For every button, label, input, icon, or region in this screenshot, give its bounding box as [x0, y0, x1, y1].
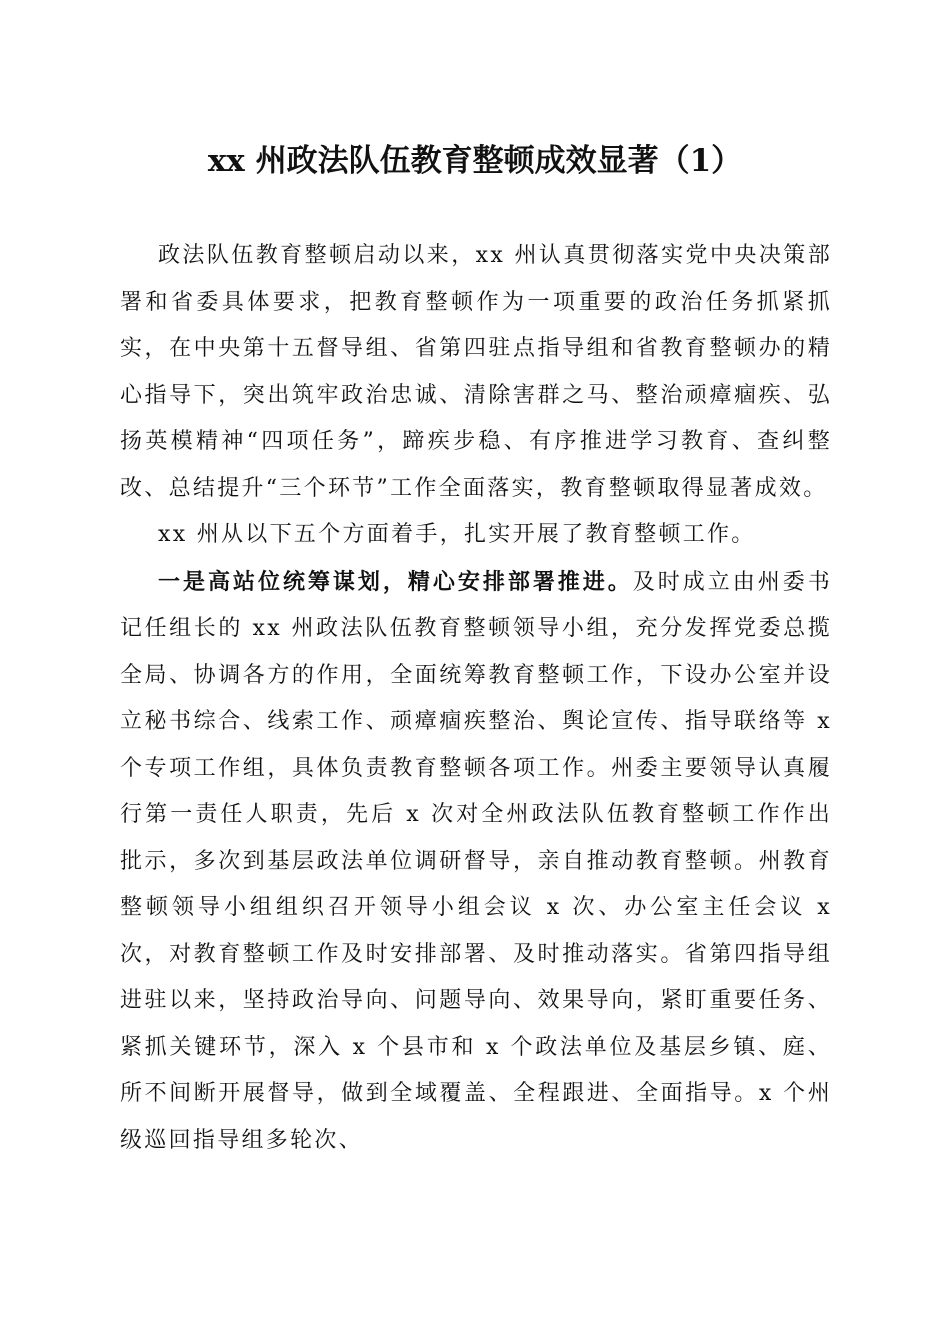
paragraph-intro — [120, 233, 832, 512]
paragraph-overview — [120, 512, 832, 559]
paragraph-text: 及时成立由州委书记任组长的 xx 州政法队伍教育整顿领导小组，充分发挥党委总揽全局、协调各方的作用，全面统筹教育整顿工作，下设办公室并设立秘书综合、线索工作、顽瘴痼疾整治、舆论宣传、指导联络等 x 个专项工作组，具体负责教育整顿各项工作。州委主要领导认真履行第一责任人职责，先后 x 次对全州政法队伍教育整顿工作作出批示，多次到基层政法单位调研督导，亲自推动教育整顿。州教育整顿领导小组组织召开领导小组会议 x 次、办公室主任会议 x 次，对教育整顿工作及时安排部署、及时推动落实。省第四指导组进驻以来，坚持政治导向、问题导向、效果导向，紧盯重要任务、紧抓关键环节，深入 x 个县市和 x 个政法单位及基层乡镇、庭、所不间断开展督导，做到全域覆盖、全程跟进、全面指导。x 个州级巡回指导组多轮次、 — [120, 569, 832, 1153]
paragraph-point-one — [120, 559, 832, 1165]
document-body — [120, 233, 832, 1164]
paragraph-text: 政法队伍教育整顿启动以来，xx 州认真贯彻落实党中央决策部署和省委具体要求，把教育整顿作为一项重要的政治任务抓紧抓实，在中央第十五督导组、省第四驻点指导组和省教育整顿办的精心指导下，突出筑牢政治忠诚、清除害群之马、整治顽瘴痼疾、弘扬英模精神“四项任务”，蹄疾步稳、有序推进学习教育、查纠整改、总结提升“三个环节”工作全面落实，教育整顿取得显著成效。 — [120, 243, 832, 501]
paragraph-text: xx 州从以下五个方面着手，扎实开展了教育整顿工作。 — [158, 522, 756, 547]
document-title: xx 州政法队伍教育整顿成效显著（1） — [207, 143, 743, 179]
paragraph-lead-heading: 一是高站位统筹谋划，精心安排部署推进。 — [158, 568, 633, 595]
